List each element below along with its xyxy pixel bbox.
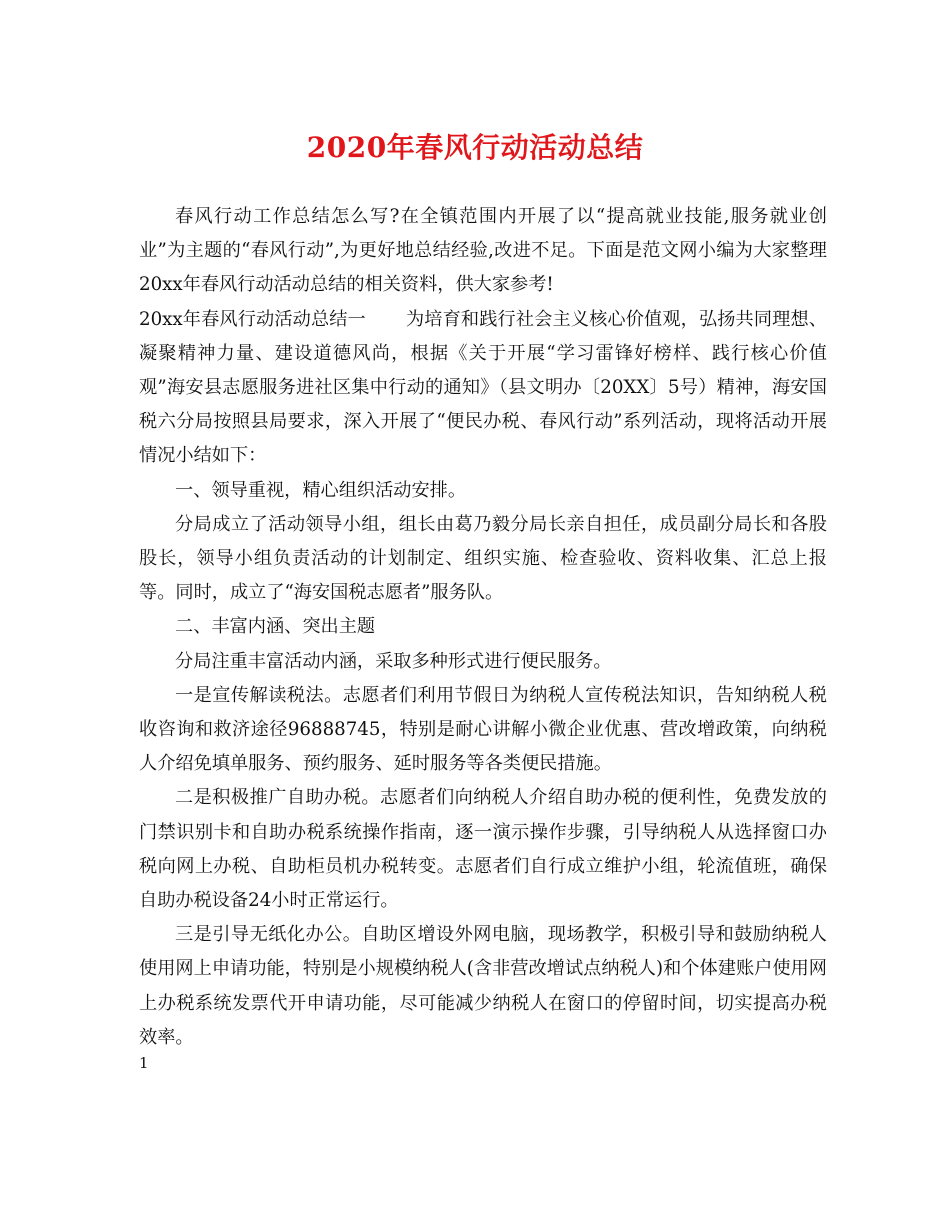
section-heading-summary-one: 20xx年春风行动活动总结一 — [139, 308, 366, 330]
page-number: 1 — [139, 1054, 149, 1072]
section-heading-theme: 二、丰富内涵、突出主题 — [175, 616, 376, 638]
paragraph-leadership: 分局成立了活动领导小组，组长由葛乃毅分局长亲自担任，成员副分局长和各股股长，领导小组负责活动的计划制定、组织实施、检查验收、资料收集、汇总上报等。同时，成立了“海安国税志愿者”服务队。 — [139, 513, 827, 604]
paragraph-summary-one — [139, 303, 827, 474]
document-title: 2020年春风行动活动总结 — [306, 131, 644, 164]
document-body — [139, 200, 827, 1055]
paragraph-tax-law: 一是宣传解读税法。志愿者们利用节假日为纳税人宣传税法知识，告知纳税人税收咨询和救济途径96888745，特别是耐心讲解小微企业优惠、营改增政策，向纳税人介绍免填单服务、预约服务、延时服务等各类便民措施。 — [139, 684, 827, 775]
paragraph-paperless: 三是引导无纸化办公。自助区增设外网电脑，现场教学，积极引导和鼓励纳税人使用网上申请功能，特别是小规模纳税人(含非营改增试点纳税人)和个体建账户使用网上办税系统发票代开申请功能，尽可能减少纳税人在窗口的停留时间，切实提高办税效率。 — [139, 924, 827, 1048]
summary-one-body: 为培育和践行社会主义核心价值观，弘扬共同理想、凝聚精神力量、建设道德风尚，根据《关于开展“学习雷锋好榜样、践行核心价值观”海安县志愿服务进社区集中行动的通知》（县文明办〔20XX〕5号）精神，海安国税六分局按照县局要求，深入开展了“便民办税、春风行动”系列活动，现将活动开展情况小结如下： — [139, 308, 827, 467]
paragraph-theme: 分局注重丰富活动内涵，采取多种形式进行便民服务。 — [175, 650, 612, 672]
paragraph-self-service: 二是积极推广自助办税。志愿者们向纳税人介绍自助办税的便利性，免费发放的门禁识别卡和自助办税系统操作指南，逐一演示操作步骤，引导纳税人从选择窗口办税向网上办税、自助柜员机办税转变。志愿者们自行成立维护小组，轮流值班，确保自助办税设备24小时正常运行。 — [139, 787, 827, 912]
paragraph-intro: 春风行动工作总结怎么写?在全镇范围内开展了以“提高就业技能,服务就业创业”为主题的“春风行动”,为更好地总结经验,改进不足。下面是范文网小编为大家整理20xx年春风行动活动总结的相关资料，供大家参考! — [139, 206, 827, 296]
section-heading-leadership: 一、领导重视，精心组织活动安排。 — [175, 479, 467, 501]
